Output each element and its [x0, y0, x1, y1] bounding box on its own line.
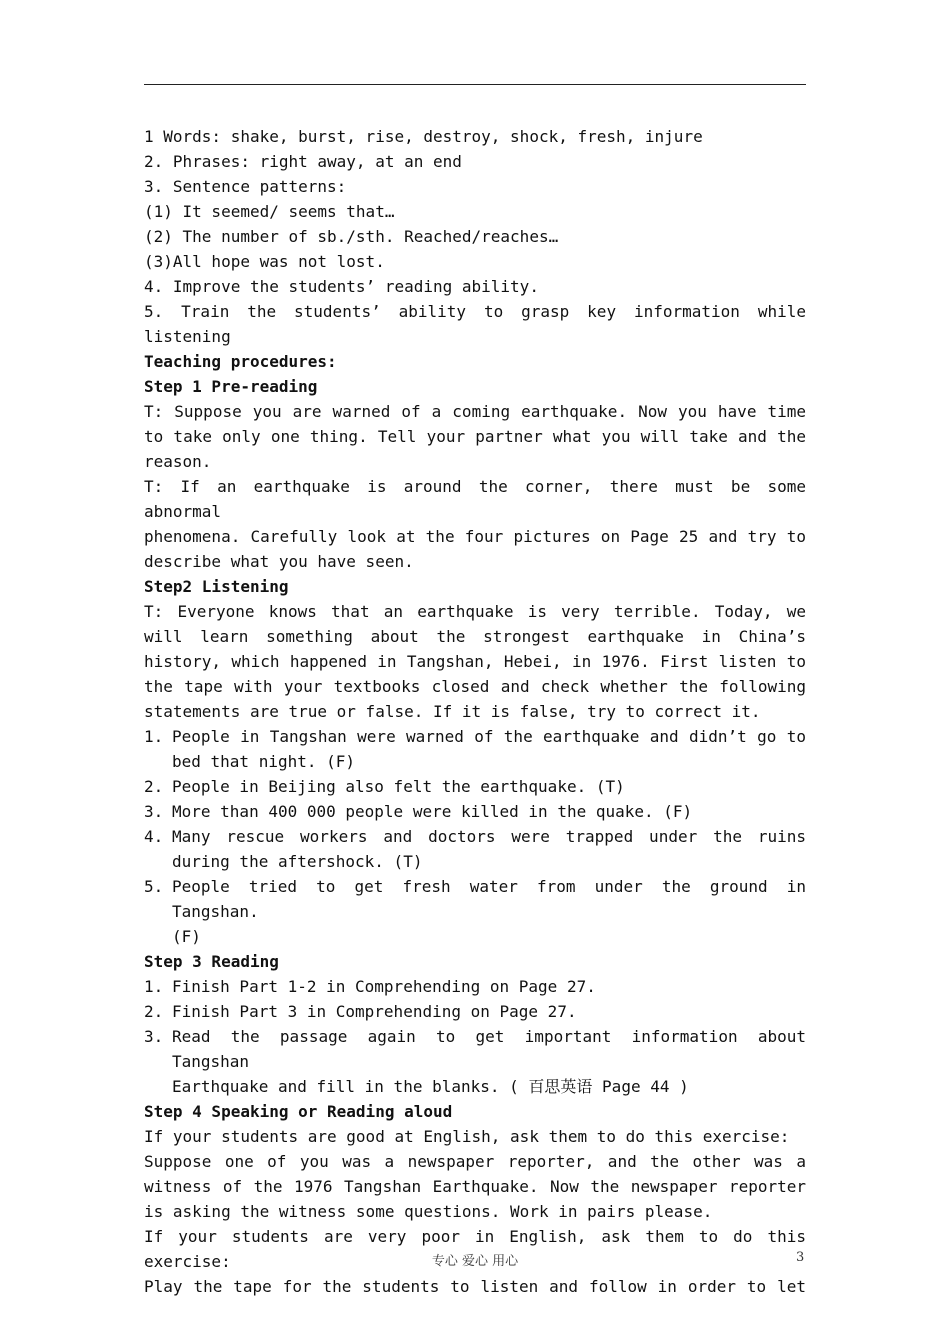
objective-line: 1 Words: shake, burst, rise, destroy, shock, fresh, injure [144, 127, 703, 146]
list-item [144, 974, 806, 999]
item-text: People tried to get fresh water from under the ground in Tangshan. [172, 877, 806, 921]
objective-line: (3)All hope was not lost. [144, 252, 385, 271]
list-item [144, 799, 806, 824]
objective-line: (1) It seemed/ seems that… [144, 202, 395, 221]
list-item [144, 1024, 806, 1099]
item-text: More than 400 000 people were killed in the quake. (F) [172, 802, 693, 821]
step1-paragraph [144, 399, 806, 474]
objective-line: 3. Sentence patterns: [144, 177, 347, 196]
reading-tasks-list [144, 974, 806, 1099]
text-line: exercise: [144, 1252, 231, 1271]
objective-line: listening [144, 327, 231, 346]
item-text: People in Beijing also felt the earthquake. (T) [172, 777, 625, 796]
item-number: 1. [144, 727, 164, 746]
list-item [144, 874, 806, 949]
text-line: T: Everyone knows that an earthquake is very terrible. Today, we [144, 602, 806, 621]
text-line: phenomena. Carefully look at the four pictures on Page 25 and try to [144, 527, 806, 546]
statements-list [144, 724, 806, 949]
objective-line: 4. Improve the students’ reading ability. [144, 277, 539, 296]
list-item [144, 999, 806, 1024]
text-line: statements are true or false. If it is false, try to correct it. [144, 702, 761, 721]
text-line: reason. [144, 452, 212, 471]
text-line: T: If an earthquake is around the corner, there must be some abnormal [144, 477, 806, 521]
item-number: 4. [144, 827, 164, 846]
text-line: will learn something about the strongest earthquake in China’s [144, 627, 806, 646]
item-number: 3. [144, 1027, 164, 1046]
item-number: 3. [144, 802, 164, 821]
step1-paragraph [144, 474, 806, 574]
item-number: 2. [144, 777, 164, 796]
text-line: the tape with your textbooks closed and check whether the following [144, 677, 806, 696]
procedures-heading: Teaching procedures: [144, 352, 337, 371]
step1-heading: Step 1 Pre-reading [144, 377, 318, 396]
item-text: Many rescue workers and doctors were trapped under the ruins [172, 827, 806, 846]
header-rule [144, 84, 806, 85]
objective-line: 2. Phrases: right away, at an end [144, 152, 462, 171]
list-item [144, 724, 806, 774]
step3-heading: Step 3 Reading [144, 952, 279, 971]
page-footer: 专心 爱心 用心 [431, 1254, 519, 1269]
step2-heading: Step2 Listening [144, 577, 289, 596]
list-item [144, 774, 806, 799]
list-item [144, 824, 806, 874]
item-number: 5. [144, 877, 164, 896]
item-text: Finish Part 3 in Comprehending on Page 27. [172, 1002, 577, 1021]
text-line: Play the tape for the students to listen and follow in order to let [144, 1277, 806, 1296]
text-line: witness of the 1976 Tangshan Earthquake. Now the newspaper reporter [144, 1177, 806, 1196]
objectives-list [144, 124, 806, 349]
item-number: 1. [144, 977, 164, 996]
step4-paragraph [144, 1124, 806, 1149]
text-line: T: Suppose you are warned of a coming earthquake. Now you have time [144, 402, 806, 421]
text-line: to take only one thing. Tell your partner what you will take and the [144, 427, 806, 446]
text-line: Suppose one of you was a newspaper reporter, and the other was a [144, 1152, 806, 1171]
step4-paragraph [144, 1274, 806, 1299]
step2-intro [144, 599, 806, 724]
item-text: bed that night. (F) [172, 752, 356, 771]
item-number: 2. [144, 1002, 164, 1021]
text-line: history, which happened in Tangshan, Hebei, in 1976. First listen to [144, 652, 806, 671]
document-body [144, 124, 806, 1299]
objective-line: (2) The number of sb./sth. Reached/reaches… [144, 227, 559, 246]
text-line: is asking the witness some questions. Work in pairs please. [144, 1202, 713, 1221]
item-text: during the aftershock. (T) [172, 852, 423, 871]
item-text: Read the passage again to get important information about Tangshan [172, 1027, 806, 1071]
objective-line: 5. Train the students’ ability to grasp key information while [144, 302, 806, 321]
text-line: describe what you have seen. [144, 552, 414, 571]
item-text: People in Tangshan were warned of the earthquake and didn’t go to [172, 727, 806, 746]
item-text: Earthquake and fill in the blanks. ( 百思英语 Page 44 ) [172, 1077, 689, 1096]
item-text: (F) [172, 927, 201, 946]
text-line: If your students are very poor in English, ask them to do this [144, 1227, 806, 1246]
text-line: If your students are good at English, ask them to do this exercise: [144, 1127, 790, 1146]
step4-paragraph [144, 1149, 806, 1224]
item-text: Finish Part 1-2 in Comprehending on Page 27. [172, 977, 596, 996]
step4-heading: Step 4 Speaking or Reading aloud [144, 1102, 453, 1121]
page-number: 3 [796, 1250, 805, 1265]
